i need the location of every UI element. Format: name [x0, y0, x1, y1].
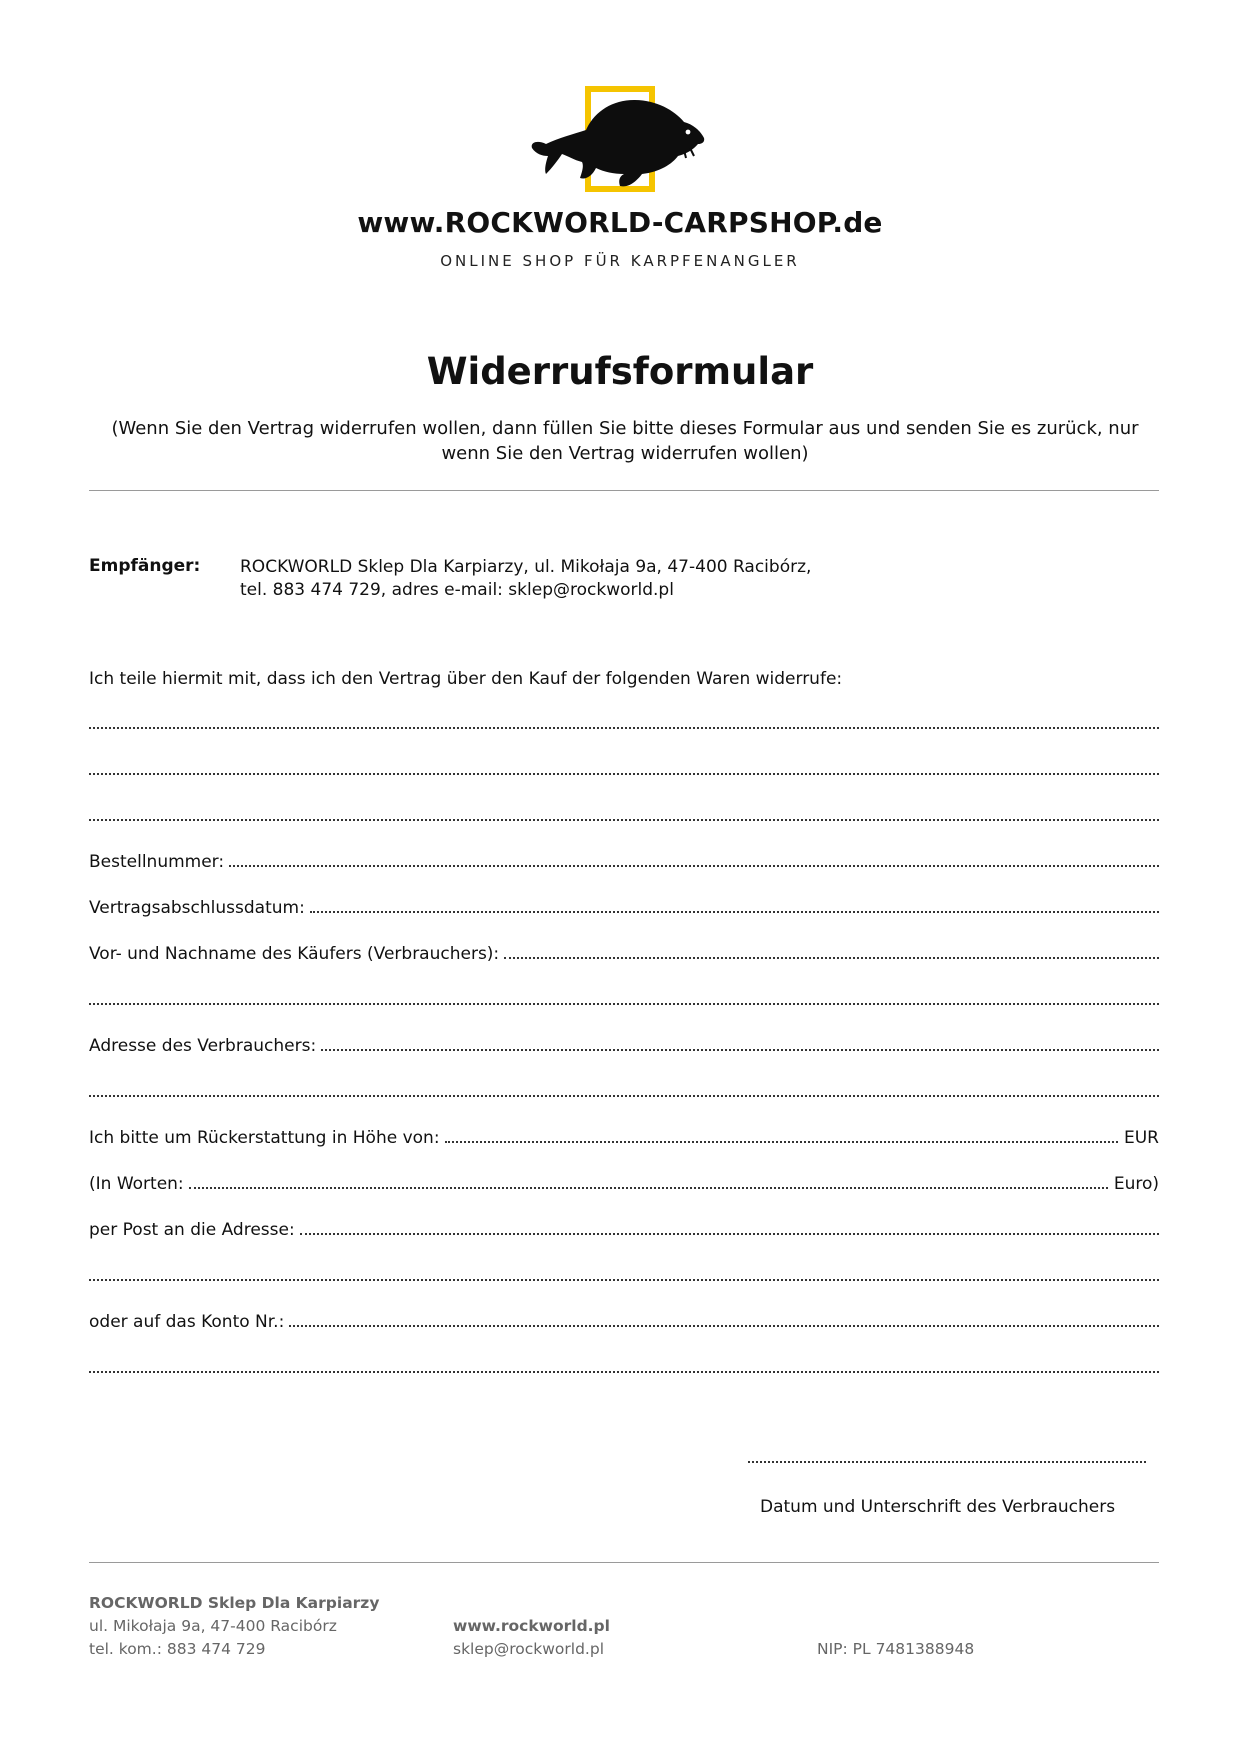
carp-fish-logo-icon: [528, 86, 718, 200]
dotted-field[interactable]: [189, 1187, 1108, 1189]
order-number-label: Bestellnummer:: [89, 852, 225, 872]
footer-phone: tel. kom.: 883 474 729: [89, 1640, 266, 1658]
footer-contact-block: [453, 1615, 610, 1661]
signature-line[interactable]: [748, 1461, 1146, 1463]
consumer-address-label: Adresse des Verbrauchers:: [89, 1036, 317, 1056]
signature-label: Datum und Unterschrift des Verbrauchers: [760, 1497, 1116, 1517]
refund-currency: EUR: [1124, 1128, 1159, 1148]
post-address-line-2[interactable]: [89, 1262, 1159, 1286]
document-title: Widerrufsformular: [426, 350, 814, 393]
order-number-field[interactable]: [89, 848, 1159, 872]
footer-email[interactable]: sklep@rockworld.pl: [453, 1640, 604, 1658]
buyer-name-label: Vor- und Nachname des Käufers (Verbrauchers):: [89, 944, 500, 964]
recipient-line-2: tel. 883 474 729, adres e-mail: sklep@rockworld.pl: [240, 580, 674, 600]
contract-date-label: Vertragsabschlussdatum:: [89, 898, 305, 918]
footer-nip: NIP: PL 7481388948: [817, 1640, 975, 1658]
goods-line-2[interactable]: [89, 756, 1159, 780]
buyer-name-field[interactable]: [89, 940, 1159, 964]
contract-date-field[interactable]: [89, 894, 1159, 918]
in-words-suffix: Euro): [1113, 1174, 1159, 1194]
brand-name: www.ROCKWORLD-CARPSHOP.de: [357, 206, 883, 239]
post-address-field[interactable]: [89, 1216, 1159, 1240]
dotted-field[interactable]: [89, 1095, 1159, 1097]
dotted-field[interactable]: [89, 1003, 1159, 1005]
consumer-address-field[interactable]: [89, 1032, 1159, 1056]
dotted-field[interactable]: [321, 1049, 1159, 1051]
top-divider: [89, 490, 1159, 491]
footer-address: ul. Mikołaja 9a, 47-400 Racibórz: [89, 1617, 337, 1635]
footer-tax-block: [817, 1638, 974, 1661]
goods-line-3[interactable]: [89, 802, 1159, 826]
account-number-label: oder auf das Konto Nr.:: [89, 1312, 285, 1332]
account-number-field[interactable]: [89, 1308, 1159, 1332]
dotted-field[interactable]: [89, 727, 1159, 729]
brand-tagline: ONLINE SHOP FÜR KARPFENANGLER: [440, 252, 800, 270]
dotted-field[interactable]: [300, 1233, 1159, 1235]
document-subtitle: (Wenn Sie den Vertrag widerrufen wollen, dann füllen Sie bitte dieses Formular aus und senden Sie es zurück, nur wenn Sie den Vertrag widerrufen wollen): [111, 418, 1139, 464]
buyer-name-line-2[interactable]: [89, 986, 1159, 1010]
dotted-field[interactable]: [89, 819, 1159, 821]
dotted-field[interactable]: [229, 865, 1159, 867]
dotted-field[interactable]: [310, 911, 1159, 913]
refund-amount-field[interactable]: [89, 1124, 1159, 1148]
refund-in-words-field[interactable]: [89, 1170, 1159, 1194]
dotted-field[interactable]: [89, 1279, 1159, 1281]
post-address-label: per Post an die Adresse:: [89, 1220, 295, 1240]
refund-amount-label: Ich bitte um Rückerstattung in Höhe von:: [89, 1128, 440, 1148]
bottom-divider: [89, 1562, 1159, 1563]
footer-company: ROCKWORLD Sklep Dla Karpiarzy: [89, 1594, 380, 1612]
account-number-line-2[interactable]: [89, 1354, 1159, 1378]
recipient-details: [240, 556, 811, 602]
recipient-label: Empfänger:: [89, 556, 201, 576]
recipient-line-1: ROCKWORLD Sklep Dla Karpiarzy, ul. Mikołaja 9a, 47-400 Racibórz,: [240, 557, 812, 577]
dotted-field[interactable]: [445, 1141, 1118, 1143]
dotted-field[interactable]: [289, 1325, 1159, 1327]
dotted-field[interactable]: [504, 957, 1159, 959]
footer-company-block: [89, 1592, 379, 1661]
in-words-label: (In Worten:: [89, 1174, 184, 1194]
dotted-field[interactable]: [89, 773, 1159, 775]
dotted-field[interactable]: [89, 1371, 1159, 1373]
goods-line-1[interactable]: [89, 710, 1159, 734]
withdrawal-intro: Ich teile hiermit mit, dass ich den Vertrag über den Kauf der folgenden Waren widerrufe:: [89, 669, 843, 689]
footer-website[interactable]: www.rockworld.pl: [453, 1617, 610, 1635]
consumer-address-line-2[interactable]: [89, 1078, 1159, 1102]
